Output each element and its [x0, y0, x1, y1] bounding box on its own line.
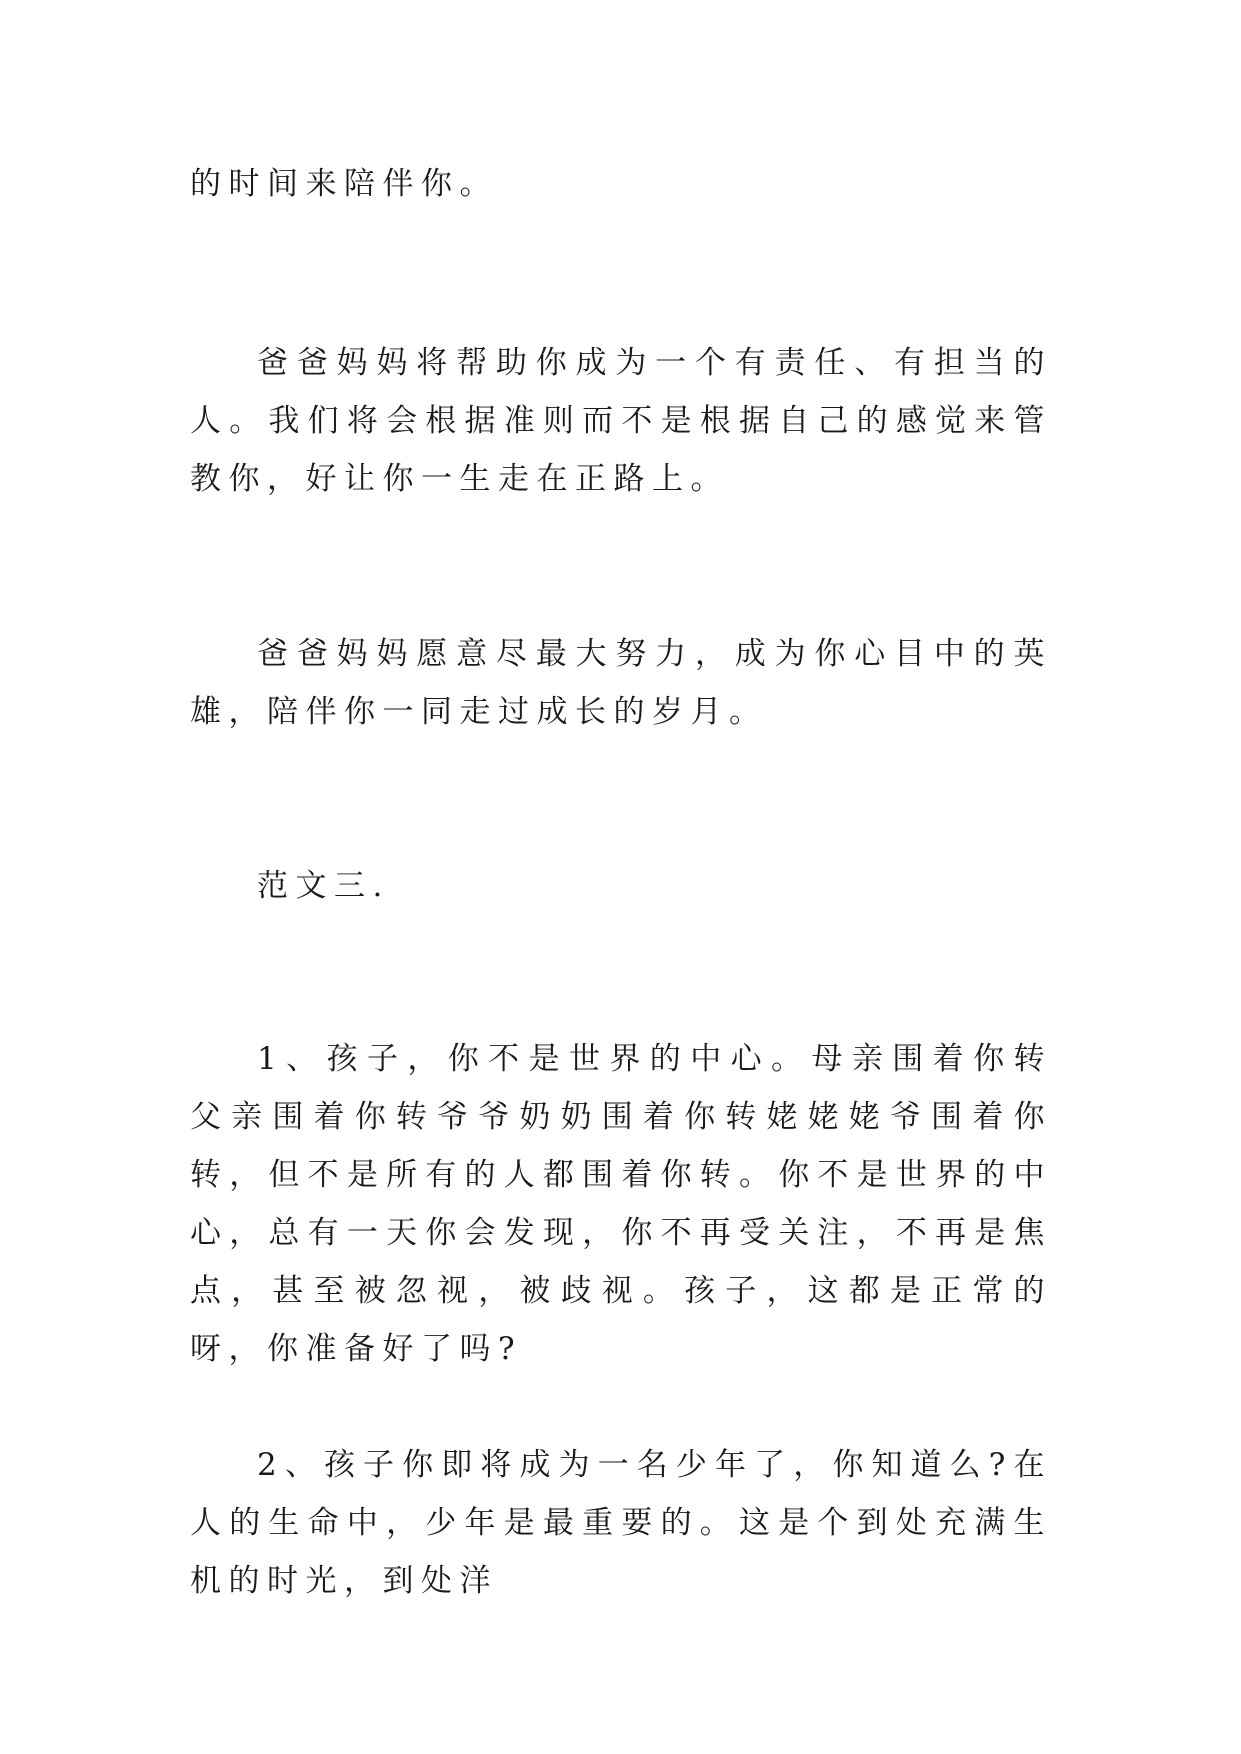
paragraph-item-1: 1、孩子，你不是世界的中心。母亲围着你转父亲围着你转爷爷奶奶围着你转姥姥姥爷围着你转，但不是所有的人都围着你转。你不是世界的中心，总有一天你会发现，你不再受关注，不再是焦点，甚至被忽视，被歧视。孩子，这都是正常的呀，你准备好了吗? [190, 1041, 1052, 1367]
paragraph-hero: 爸爸妈妈愿意尽最大努力，成为你心目中的英雄，陪伴你一同走过成长的岁月。 [190, 636, 1052, 730]
paragraph-item-2: 2、孩子你即将成为一名少年了，你知道么?在人的生命中，少年是最重要的。这是个到处充满生机的时光，到处洋 [190, 1447, 1052, 1599]
paragraph-responsibility: 爸爸妈妈将帮助你成为一个有责任、有担当的人。我们将会根据准则而不是根据自己的感觉来管教你，好让你一生走在正路上。 [190, 345, 1052, 497]
section-heading: 范文三. [257, 868, 390, 904]
paragraph-continuation: 的时间来陪伴你。 [190, 166, 498, 202]
